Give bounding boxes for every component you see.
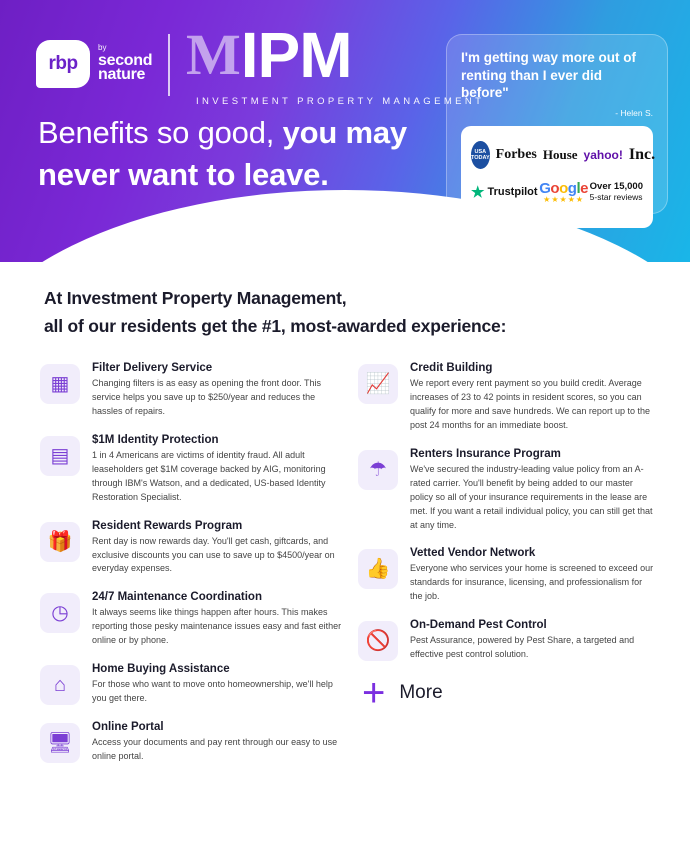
- benefit-description: Rent day is now rewards day. You'll get cash, giftcards, and exclusive discounts you can use to save up to $4500/year on everyday expenses.: [92, 535, 335, 574]
- benefit-item: [40, 663, 348, 706]
- benefit-item: [40, 591, 348, 648]
- clock-icon: ◷: [40, 593, 80, 633]
- yahoo-logo: yahoo!: [583, 147, 623, 162]
- benefit-item: [358, 619, 656, 662]
- gift-icon: 🎁: [40, 522, 80, 562]
- benefit-title: Online Portal: [92, 721, 164, 734]
- hero-headline: [38, 112, 407, 196]
- ipm-abbr: IPM: [240, 19, 352, 91]
- testimonial-quote: I'm getting way more out of renting than I ever did before": [461, 50, 636, 101]
- benefits-column-left: [40, 362, 348, 779]
- benefit-title: Vetted Vendor Network: [410, 547, 536, 560]
- benefit-item: [40, 520, 348, 577]
- headline-bold: you may: [282, 115, 407, 150]
- plus-icon: +: [362, 671, 386, 716]
- benefit-title: Resident Rewards Program: [92, 519, 243, 532]
- section-title: [44, 284, 690, 340]
- google-logo: [539, 181, 588, 204]
- benefit-title: 24/7 Maintenance Coordination: [92, 591, 262, 604]
- benefit-title: Filter Delivery Service: [92, 362, 213, 374]
- second-nature-wordmark: [98, 53, 152, 85]
- press-logo-row-1: [471, 135, 656, 175]
- umbrella-icon: ☂: [358, 450, 398, 490]
- chart-up-icon: 📈: [358, 364, 398, 404]
- review-count-value: Over 15,000: [589, 180, 643, 192]
- house-beautiful-logo: House: [542, 146, 578, 162]
- section-title-line1: At Investment Property Management,: [44, 288, 347, 308]
- benefit-title: Renters Insurance Program: [410, 447, 561, 460]
- ipm-monogram-icon: M: [186, 22, 237, 87]
- headline-part2: never want to leave.: [38, 156, 329, 192]
- hero-banner: [0, 0, 690, 262]
- filter-icon: ▦: [40, 364, 80, 404]
- second-nature-line1: second: [98, 51, 153, 69]
- benefit-title: On-Demand Pest Control: [410, 619, 547, 632]
- benefits-columns: [0, 362, 690, 779]
- trustpilot-star-icon: ★: [471, 183, 485, 201]
- rbp-logo: [36, 40, 152, 88]
- benefit-description: We've secured the industry-leading value policy from an A-rated carrier. You'll benefit by being added to our master policy so all of your insurance requirements in the lease are met. If you want a retail individual policy, you can still get that at any time.: [410, 463, 653, 530]
- section-title-line2: all of our residents get the #1, most-awarded experience:: [44, 316, 507, 336]
- id-card-icon: ▤: [40, 436, 80, 476]
- rbp-by-label: by: [98, 42, 107, 52]
- press-logo-row-2: [471, 181, 643, 204]
- ipm-logo: [186, 19, 352, 91]
- monitor-icon: 🖥: [40, 723, 80, 763]
- review-count-label: 5-star reviews: [589, 191, 643, 202]
- benefit-title: Credit Building: [410, 362, 493, 374]
- thumbs-up-icon: 👍: [358, 549, 398, 589]
- more-label: More: [399, 682, 443, 704]
- house-icon: ⌂: [40, 665, 80, 705]
- benefit-description: For those who want to move onto homeownership, we'll help you get there.: [92, 679, 333, 704]
- testimonial-card: [446, 34, 668, 214]
- review-count: [590, 182, 643, 203]
- usa-today-line2: TODAY: [471, 154, 490, 161]
- benefit-description: It always seems like things happen after hours. This makes reporting those pesky maintenance issues easy and fast either online or by phone.: [92, 607, 342, 646]
- google-stars: ★★★★★: [543, 194, 585, 204]
- benefit-title: Home Buying Assistance: [92, 663, 230, 676]
- benefit-description: We report every rent payment so you build credit. Average increases of 23 to 42 points in resident scores, so you can qualify for more and save hundreds. We can report up to the post 24 months for an immediate boost.: [410, 378, 650, 430]
- benefits-column-right: [348, 362, 656, 779]
- benefit-description: Pest Assurance, powered by Pest Share, a targeted and effective pest control solution.: [410, 635, 635, 660]
- more-benefits: [362, 671, 656, 716]
- benefit-item: [358, 448, 656, 533]
- trustpilot-logo: [471, 185, 538, 200]
- benefit-title: $1M Identity Protection: [92, 433, 219, 446]
- benefit-description: 1 in 4 Americans are victims of identity fraud. All adult leaseholders get $1M coverage backed by AIG, monitoring through IBM's Watson, and a dedicated, US-based Identity Restoration Specialist.: [92, 449, 326, 502]
- forbes-logo: Forbes: [495, 146, 537, 162]
- rbp-badge: rbp: [36, 40, 90, 88]
- pest-control-icon: 🚫: [358, 621, 398, 661]
- testimonial-attribution: - Helen S.: [615, 107, 653, 118]
- trustpilot-label: Trustpilot: [487, 186, 538, 199]
- second-nature-line2: nature: [98, 66, 146, 84]
- usa-today-line1: USA: [474, 148, 487, 155]
- benefit-description: Changing filters is as easy as opening the front door. This service helps you save up to $250/year and reduces the hassles of repairs.: [92, 378, 321, 416]
- benefit-item: [40, 362, 348, 419]
- press-logo-panel: [461, 126, 656, 228]
- logo-divider: [168, 34, 170, 96]
- usa-today-logo: [471, 141, 490, 169]
- benefit-item: [358, 547, 656, 604]
- ipm-subtitle: INVESTMENT PROPERTY MANAGEMENT: [196, 96, 485, 107]
- benefit-item: [358, 362, 656, 433]
- benefit-item: [40, 434, 348, 505]
- inc-logo: Inc.: [628, 145, 656, 163]
- benefit-description: Access your documents and pay rent through our easy to use online portal.: [92, 737, 338, 761]
- benefit-item: [40, 721, 348, 764]
- headline-part1: Benefits so good,: [38, 115, 283, 150]
- benefits-section: [0, 262, 690, 779]
- benefit-description: Everyone who services your home is screened to exceed our standards for insurance, licensing, and professionalism for the job.: [410, 563, 654, 602]
- google-wordmark: Google: [539, 179, 588, 197]
